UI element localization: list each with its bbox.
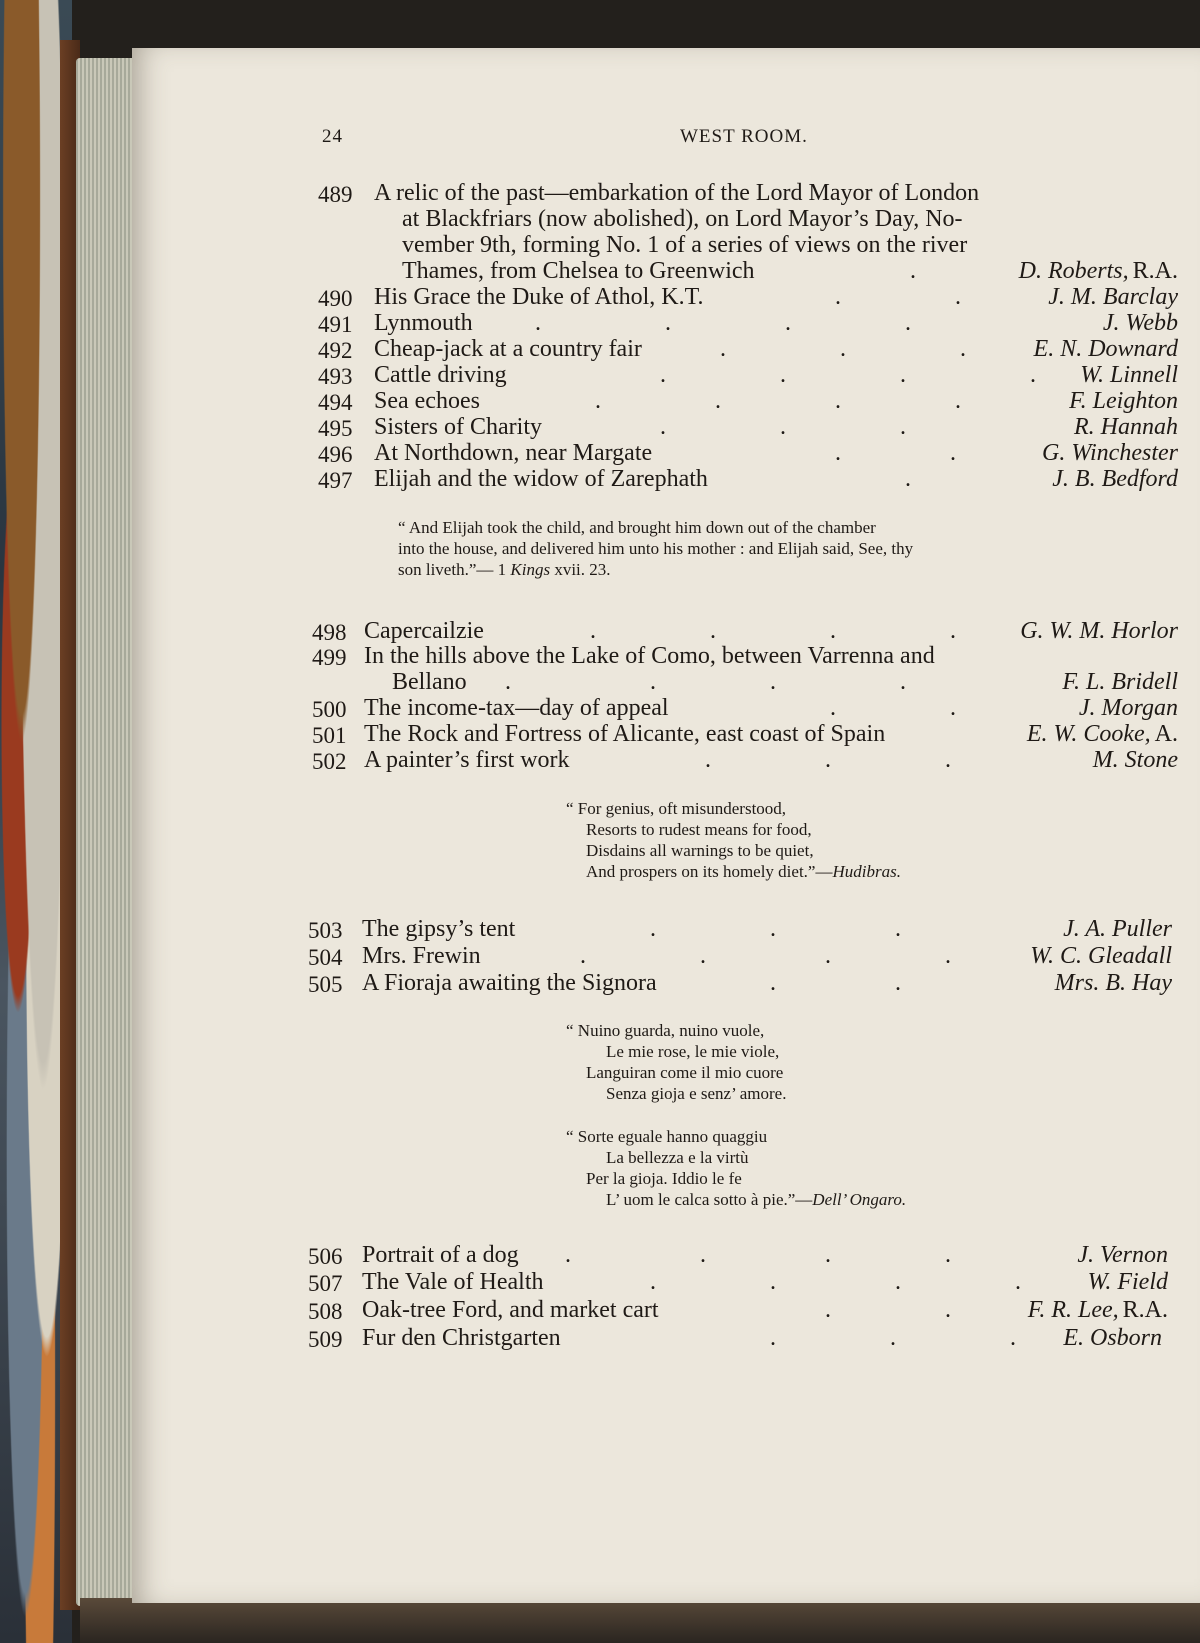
- quote-line: L’ uom le calca sotto à pie.”—Dell’ Ongaro.: [606, 1190, 907, 1209]
- leader-dot: .: [700, 943, 706, 969]
- leader-dot: .: [650, 1269, 656, 1295]
- quote-line: Resorts to rudest means for food,: [586, 820, 812, 839]
- leader-dot: .: [825, 747, 831, 773]
- leader-dot: .: [950, 440, 956, 466]
- leader-dot: .: [660, 414, 666, 440]
- entry-number: 507: [308, 1271, 343, 1296]
- entry-number: 502: [312, 749, 347, 774]
- entry-number: 492: [318, 338, 353, 363]
- leader-dot: .: [565, 1242, 571, 1268]
- entry-number: 504: [308, 945, 343, 970]
- quote-line: “ And Elijah took the child, and brought him down out of the chamber: [398, 518, 876, 537]
- quote-line: La bellezza e la virtù: [606, 1148, 749, 1167]
- entry-number: 496: [318, 442, 353, 467]
- leader-dot: .: [900, 362, 906, 388]
- entry-title: The Vale of Health: [362, 1269, 544, 1295]
- leader-dot: .: [505, 669, 511, 695]
- entry-artist: F. R. Lee, R.A.: [1027, 1297, 1168, 1323]
- entry-number: 498: [312, 620, 347, 645]
- entry-number: 506: [308, 1244, 343, 1269]
- entry-title: Sea echoes: [374, 388, 480, 414]
- leader-dot: .: [895, 970, 901, 996]
- leader-dot: .: [785, 310, 791, 336]
- entry-title: Elijah and the widow of Zarephath: [374, 466, 708, 492]
- entry-title: Portrait of a dog: [362, 1242, 519, 1268]
- leader-dot: .: [705, 747, 711, 773]
- leader-dot: .: [905, 466, 911, 492]
- entry-number: 503: [308, 918, 343, 943]
- leader-dot: .: [905, 310, 911, 336]
- entry-artist: J. Webb: [1102, 310, 1178, 336]
- leader-dot: .: [780, 362, 786, 388]
- quote-line: Senza gioja e senz’ amore.: [606, 1084, 787, 1103]
- entry-title: The income-tax—day of appeal: [364, 695, 669, 721]
- book-bottom-edge: [80, 1598, 1200, 1643]
- leader-dot: .: [770, 1269, 776, 1295]
- entry-artist: F. L. Bridell: [1062, 669, 1178, 695]
- entry-title: Bellano: [392, 669, 467, 695]
- quote-line: “ For genius, oft misunderstood,: [566, 799, 787, 818]
- page-edges: [76, 58, 134, 1606]
- quote-line: “ Nuino guarda, nuino vuole,: [566, 1021, 765, 1040]
- leader-dot: .: [535, 310, 541, 336]
- leader-dot: .: [700, 1242, 706, 1268]
- entry-number: 509: [308, 1327, 343, 1352]
- leader-dot: .: [715, 388, 721, 414]
- entry-number: 499: [312, 645, 347, 670]
- entry-artist: E. W. Cooke, A.: [1026, 721, 1178, 747]
- quote-line: son liveth.”— 1 Kings xvii. 23.: [398, 560, 611, 579]
- leader-dot: .: [770, 970, 776, 996]
- entry-artist: G. W. M. Horlor: [1020, 618, 1178, 644]
- entry-artist: R. Hannah: [1074, 414, 1178, 440]
- leader-dot: .: [770, 916, 776, 942]
- leader-dot: .: [780, 414, 786, 440]
- leader-dot: .: [1010, 1325, 1016, 1351]
- leader-dot: .: [650, 669, 656, 695]
- entry-artist: G. Winchester: [1042, 440, 1178, 466]
- entry-title: The gipsy’s tent: [362, 916, 516, 942]
- entry-artist: W. C. Gleadall: [1030, 943, 1172, 969]
- entry-title: His Grace the Duke of Athol, K.T.: [374, 284, 704, 310]
- quote-line: And prospers on its homely diet.”—Hudibras.: [586, 862, 901, 881]
- entry-number: 489: [318, 182, 353, 207]
- entry-artist: W. Field: [1087, 1269, 1168, 1295]
- leader-dot: .: [835, 284, 841, 310]
- leader-dot: .: [710, 618, 716, 644]
- leader-dot: .: [720, 336, 726, 362]
- quote-line: Disdains all warnings to be quiet,: [586, 841, 814, 860]
- entry-title: Lynmouth: [374, 310, 473, 336]
- entry-artist: F. Leighton: [1069, 388, 1178, 414]
- leader-dot: .: [665, 310, 671, 336]
- quote-line: Per la gioja. Iddio le fe: [586, 1169, 742, 1188]
- leader-dot: .: [580, 943, 586, 969]
- leader-dot: .: [945, 1297, 951, 1323]
- entry-number: 493: [318, 364, 353, 389]
- entry-title: Thames, from Chelsea to Greenwich: [402, 258, 755, 284]
- leader-dot: .: [895, 1269, 901, 1295]
- leader-dot: .: [945, 1242, 951, 1268]
- leader-dot: .: [830, 618, 836, 644]
- entry-title: Sisters of Charity: [374, 414, 542, 440]
- leader-dot: .: [825, 1242, 831, 1268]
- leader-dot: .: [650, 916, 656, 942]
- leader-dot: .: [840, 336, 846, 362]
- entry-title: at Blackfriars (now abolished), on Lord Mayor’s Day, No-: [402, 206, 963, 232]
- entry-title: Capercailzie: [364, 618, 484, 644]
- leader-dot: .: [910, 258, 916, 284]
- entry-artist: J. A. Puller: [1063, 916, 1172, 942]
- entry-title: A painter’s first work: [364, 747, 570, 773]
- entry-title: Fur den Christgarten: [362, 1325, 561, 1351]
- leader-dot: .: [900, 414, 906, 440]
- leader-dot: .: [595, 388, 601, 414]
- leader-dot: .: [895, 916, 901, 942]
- leader-dot: .: [945, 943, 951, 969]
- entry-title: A relic of the past—embarkation of the Lord Mayor of London: [374, 180, 980, 206]
- entry-artist: E. Osborn: [1063, 1325, 1162, 1351]
- leader-dot: .: [900, 669, 906, 695]
- quote-line: Languiran come il mio cuore: [586, 1063, 784, 1082]
- entry-title: The Rock and Fortress of Alicante, east coast of Spain: [364, 721, 886, 747]
- entry-number: 490: [318, 286, 353, 311]
- leader-dot: .: [830, 695, 836, 721]
- leader-dot: .: [955, 284, 961, 310]
- entry-artist: M. Stone: [1092, 747, 1178, 773]
- entry-title: vember 9th, forming No. 1 of a series of views on the river: [402, 232, 968, 258]
- leader-dot: .: [825, 943, 831, 969]
- entry-artist: J. Morgan: [1078, 695, 1178, 721]
- entry-number: 494: [318, 390, 353, 415]
- leader-dot: .: [835, 440, 841, 466]
- entry-artist: E. N. Downard: [1033, 336, 1178, 362]
- leader-dot: .: [770, 669, 776, 695]
- leader-dot: .: [950, 618, 956, 644]
- running-header: WEST ROOM.: [680, 126, 808, 147]
- entry-artist: D. Roberts, R.A.: [1018, 258, 1178, 284]
- entry-title: Cheap-jack at a country fair: [374, 336, 642, 362]
- quote-line: into the house, and delivered him unto his mother : and Elijah said, See, thy: [398, 539, 914, 558]
- entry-artist: Mrs. B. Hay: [1054, 970, 1172, 996]
- entry-number: 505: [308, 972, 343, 997]
- quote-line: “ Sorte eguale hanno quaggiu: [566, 1127, 768, 1146]
- entry-artist: W. Linnell: [1080, 362, 1178, 388]
- leader-dot: .: [1015, 1269, 1021, 1295]
- leader-dot: .: [770, 1325, 776, 1351]
- leader-dot: .: [950, 695, 956, 721]
- leader-dot: .: [955, 388, 961, 414]
- entry-title: Oak-tree Ford, and market cart: [362, 1297, 659, 1323]
- quote-line: Le mie rose, le mie viole,: [606, 1042, 780, 1061]
- leader-dot: .: [945, 747, 951, 773]
- page-number: 24: [322, 126, 343, 147]
- leader-dot: .: [825, 1297, 831, 1323]
- entry-artist: J. B. Bedford: [1052, 466, 1178, 492]
- entry-number: 500: [312, 697, 347, 722]
- leader-dot: .: [660, 362, 666, 388]
- leader-dot: .: [590, 618, 596, 644]
- entry-title: In the hills above the Lake of Como, between Varrenna and: [364, 643, 935, 669]
- leader-dot: .: [835, 388, 841, 414]
- entry-number: 495: [318, 416, 353, 441]
- entry-title: A Fioraja awaiting the Signora: [362, 970, 657, 996]
- entry-artist: J. M. Barclay: [1048, 284, 1178, 310]
- entry-number: 497: [318, 468, 353, 493]
- entry-title: Cattle driving: [374, 362, 507, 388]
- entry-number: 491: [318, 312, 353, 337]
- leader-dot: .: [960, 336, 966, 362]
- entry-number: 501: [312, 723, 347, 748]
- entry-title: Mrs. Frewin: [362, 943, 481, 969]
- leader-dot: .: [1030, 362, 1036, 388]
- entry-artist: J. Vernon: [1077, 1242, 1168, 1268]
- entry-number: 508: [308, 1299, 343, 1324]
- entry-title: At Northdown, near Margate: [374, 440, 653, 466]
- leader-dot: .: [890, 1325, 896, 1351]
